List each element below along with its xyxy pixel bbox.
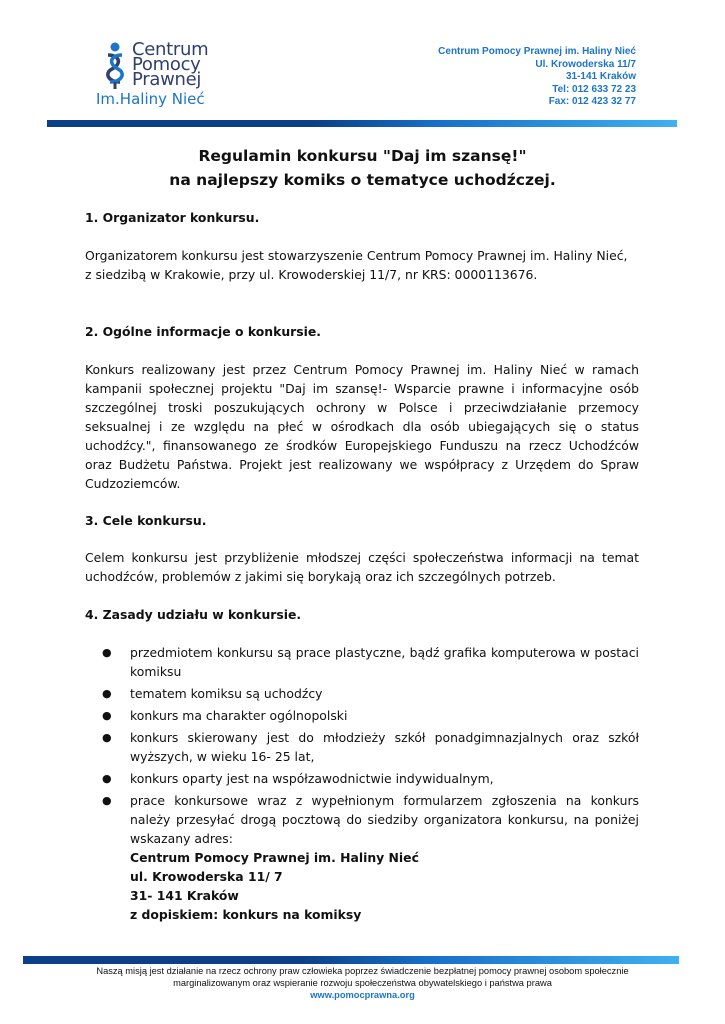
bullet-icon: ● (102, 794, 112, 807)
footer-mission-line-1: Naszą misją jest działanie na rzecz ochrony praw człowieka poprzez świadczenie bezpłatnej pomocy prawnej osobom społecznie (96, 966, 629, 976)
rule-text: konkurs skierowany jest do młodzieży szkół ponadgimnazjalnych oraz szkół wyższych, w wieku 16- 25 lat, (130, 730, 639, 764)
bullet-icon: ● (102, 687, 112, 700)
section-2-text: Konkurs realizowany jest przez Centrum Pomocy Prawnej im. Haliny Nieć w ramach kampanii społecznej projektu "Daj im szansę!- Wsparcie prawne i informacyjne osób szczególnej troski poszukujących ochrony w Polsce i przeciwdziałanie przemocy seksualnej i ze względu na płeć w ośrodkach dla osób ubiegających się o status uchodźcy.", finansowanego ze środków Europejskiego Funduszu na rzecz Uchodźców oraz Budżetu Państwa. Projekt jest realizowany we współpracy z Urzędem do Spraw Cudzoziemców. (85, 362, 639, 491)
section-3-heading: 3. Cele konkursu. (85, 513, 207, 528)
list-item (85, 769, 639, 788)
rules-list (85, 643, 639, 924)
rule-text: konkurs ma charakter ogólnopolski (130, 708, 348, 723)
footer-divider (23, 956, 679, 964)
contact-fax: Fax: 012 423 32 77 (548, 96, 636, 108)
logo-line-1: Centrum (132, 39, 209, 60)
section-1-heading: 1. Organizator konkursu. (85, 210, 260, 225)
bullet-icon: ● (102, 709, 112, 722)
list-item (85, 728, 639, 766)
contact-block (438, 46, 636, 109)
list-item (85, 791, 639, 924)
bullet-icon: ● (102, 731, 112, 744)
list-item (85, 706, 639, 725)
rule-text: tematem komiksu są uchodźcy (130, 686, 323, 701)
address-street: ul. Krowoderska 11/ 7 (130, 869, 283, 884)
section-1-line-1: Organizatorem konkursu jest stowarzyszenie Centrum Pomocy Prawnej im. Haliny Nieć, (85, 248, 628, 263)
contact-tel: Tel: 012 633 72 23 (552, 83, 636, 95)
document-body (85, 208, 639, 927)
logo-line-3: Prawnej (132, 69, 202, 90)
header-divider (47, 120, 677, 127)
title-line-2: na najlepszy komiks o tematyce uchodźczej. (169, 171, 556, 189)
list-item (85, 684, 639, 703)
title-line-1: Regulamin konkursu "Daj im szansę!" (198, 147, 527, 165)
logo-line-2: Pomocy (132, 54, 201, 75)
contact-city: 31-141 Kraków (565, 71, 636, 83)
section-4-heading: 4. Zasady udziału w konkursie. (85, 607, 302, 622)
footer (0, 966, 725, 1001)
contact-name: Centrum Pomocy Prawnej im. Haliny Nieć (438, 46, 636, 57)
document-title (0, 144, 725, 192)
bullet-icon: ● (102, 772, 112, 785)
logo-figure-icon (98, 42, 132, 90)
contact-street: Ul. Krowoderska 11/7 (535, 58, 636, 70)
section-1-line-2: z siedzibą w Krakowie, przy ul. Krowoderskiej 11/7, nr KRS: 0000113676. (85, 267, 538, 282)
rule-text: przedmiotem konkursu są prace plastyczne, bądź grafika komputerowa w postaci komiksu (130, 645, 639, 679)
bullet-icon: ● (102, 646, 112, 659)
footer-website-link[interactable]: www.pomocprawna.org (310, 989, 415, 1000)
address-city: 31- 141 Kraków (130, 888, 239, 903)
section-2-heading: 2. Ogólne informacje o konkursie. (85, 324, 321, 339)
address-note: z dopiskiem: konkurs na komiksy (130, 907, 362, 922)
address-name: Centrum Pomocy Prawnej im. Haliny Nieć (130, 850, 419, 865)
list-item (85, 643, 639, 681)
logo-wordmark (132, 39, 209, 90)
logo-subtitle: Im.Haliny Nieć (96, 90, 205, 108)
rule-text: konkurs oparty jest na współzawodnictwie indywidualnym, (130, 771, 494, 786)
section-3-text: Celem konkursu jest przybliżenie młodszej części społeczeństwa informacji na temat uchodźców, problemów z jakimi się borykają oraz ich szczególnych potrzeb. (85, 550, 639, 584)
organization-logo (90, 40, 230, 112)
footer-mission-line-2: marginalizowanym oraz wspieranie rozwoju społeczeństwa obywatelskiego i państwa prawa (173, 977, 552, 988)
rule-text: prace konkursowe wraz z wypełnionym formularzem zgłoszenia na konkurs należy przesyłać drogą pocztową do siedziby organizatora konkursu, na poniżej wskazany adres: (130, 793, 639, 846)
